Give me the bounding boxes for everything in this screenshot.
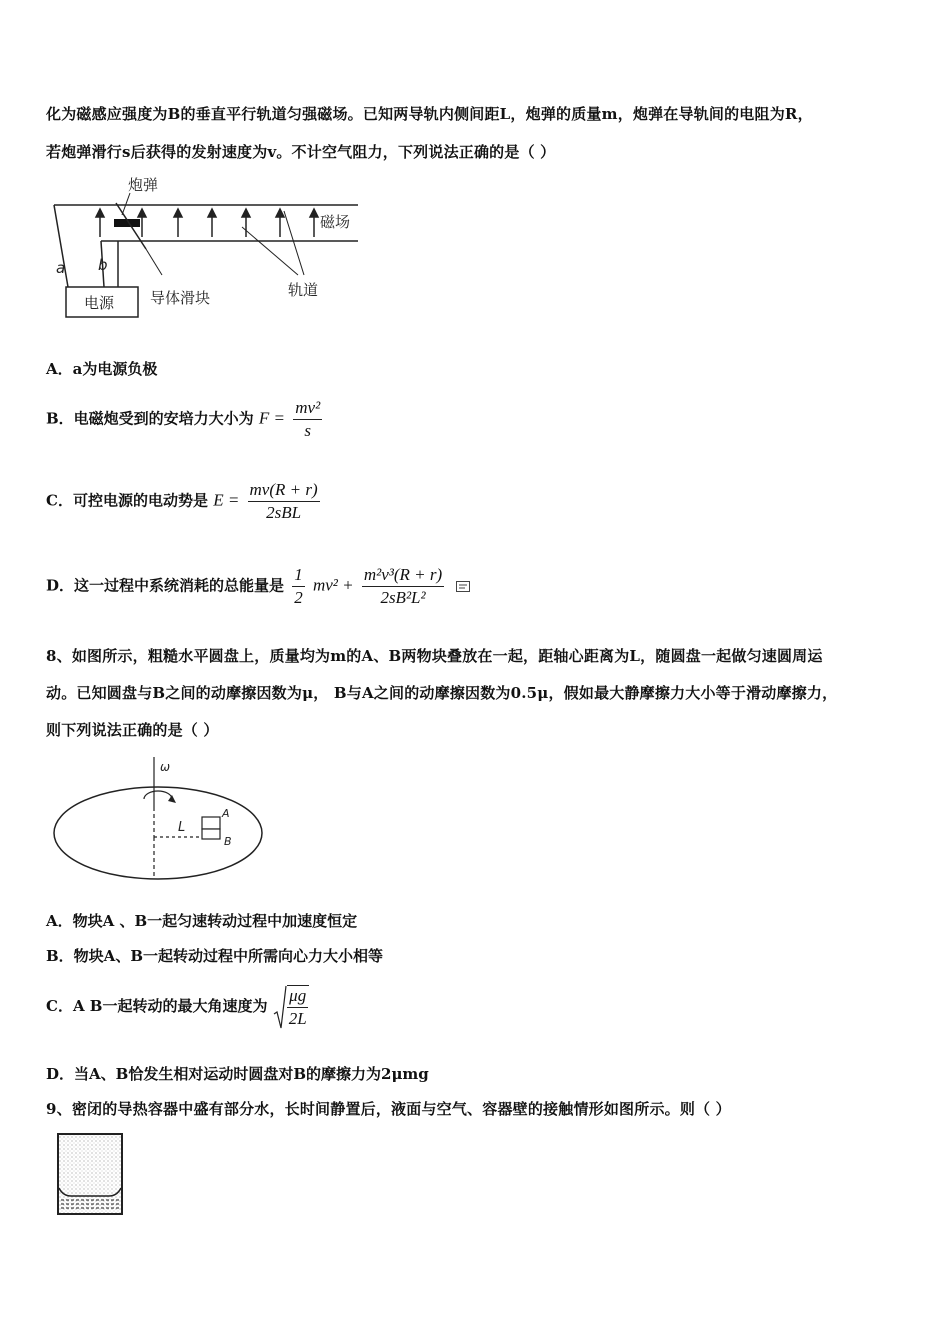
q8-option-c <box>46 984 312 1030</box>
label-omega: ω <box>160 760 171 774</box>
q7-option-d-text: D．这一过程中系统消耗的总能量是 <box>46 576 285 595</box>
label-A: A <box>222 807 230 820</box>
q8-option-d: D．当A、B恰发生相对运动时圆盘对B的摩擦力为2μmg <box>46 1065 429 1083</box>
q7-option-d-f2-num: m²v³(R + r) <box>362 565 444 587</box>
q7-option-b <box>46 398 325 441</box>
q9-line1: 9、密闭的导热容器中盛有部分水，长时间静置后，液面与空气、容器壁的接触情形如图所示。则（ ） <box>46 1100 731 1118</box>
q7-option-d-f1-den: 2 <box>294 588 303 607</box>
q9-container-figure <box>55 1132 125 1216</box>
q7-intro-line2: 若炮弹滑行s后获得的发射速度为v。不计空气阻力，下列说法正确的是（ ） <box>46 143 556 161</box>
q8-disc-figure <box>50 755 270 885</box>
sqrt-icon <box>273 984 287 1030</box>
q7-option-d-fraction <box>362 565 444 608</box>
label-rail: 轨道 <box>288 281 319 299</box>
label-b: b <box>98 256 108 274</box>
q7-option-b-lhs: F = <box>258 408 286 428</box>
label-B: B <box>224 835 232 848</box>
q7-option-c-num: mv(R + r) <box>248 480 320 502</box>
q7-option-b-fraction <box>293 398 322 441</box>
q8-line2: 动。已知圆盘与B之间的动摩擦因数为μ， B与A之间的动摩擦因数为0.5μ，假如最大静摩擦力大小等于滑动摩擦力， <box>46 684 838 702</box>
q7-option-c <box>46 480 323 523</box>
q8-option-b: B．物块A、B一起转动过程中所需向心力大小相等 <box>46 947 383 965</box>
label-shell: 炮弹 <box>128 176 159 194</box>
placeholder-icon <box>456 581 470 593</box>
q7-intro-line1: 化为磁感应强度为B的垂直平行轨道匀强磁场。已知两导轨内侧间距L，炮弹的质量m，炮弹在导轨间的电阻为R， <box>46 105 813 123</box>
q8-option-c-fraction <box>287 985 309 1029</box>
q8-option-a: A．物块A 、B一起匀速转动过程中加速度恒定 <box>46 912 358 930</box>
label-source: 电源 <box>84 294 115 312</box>
q8-line1: 8、如图所示，粗糙水平圆盘上，质量均为m的A、B两物块叠放在一起，距轴心距离为L，随圆盘一起做匀速圆周运 <box>46 647 823 665</box>
q7-option-c-den: 2sBL <box>266 503 302 522</box>
q7-option-c-fraction <box>248 480 320 523</box>
q7-option-d-mid: mv² + <box>312 575 354 595</box>
q7-option-a: A．a为电源负极 <box>46 360 158 378</box>
q7-option-b-text: B．电磁炮受到的安培力大小为 <box>46 409 254 428</box>
q7-option-d-f2-den: 2sB²L² <box>380 588 426 607</box>
q7-option-d <box>46 565 470 608</box>
label-a: a <box>56 259 66 277</box>
label-field: 磁场 <box>320 213 351 231</box>
q7-option-c-lhs: E = <box>213 490 240 510</box>
q8-option-c-num: μg <box>287 986 308 1008</box>
label-L: L <box>178 820 186 835</box>
q8-option-c-text: C．A B一起转动的最大角速度为 <box>46 997 268 1015</box>
q7-railgun-figure <box>46 175 376 325</box>
q7-option-c-text: C．可控电源的电动势是 <box>46 491 208 510</box>
sqrt-expression <box>273 984 312 1030</box>
q7-option-d-f1-num: 1 <box>292 565 305 587</box>
q7-option-d-half <box>292 565 305 608</box>
q7-option-b-num: mv² <box>293 398 322 420</box>
label-slider: 导体滑块 <box>150 289 211 307</box>
q8-line3: 则下列说法正确的是（ ） <box>46 721 219 739</box>
q7-option-b-den: s <box>304 421 312 440</box>
q8-option-c-den: 2L <box>288 1009 307 1028</box>
